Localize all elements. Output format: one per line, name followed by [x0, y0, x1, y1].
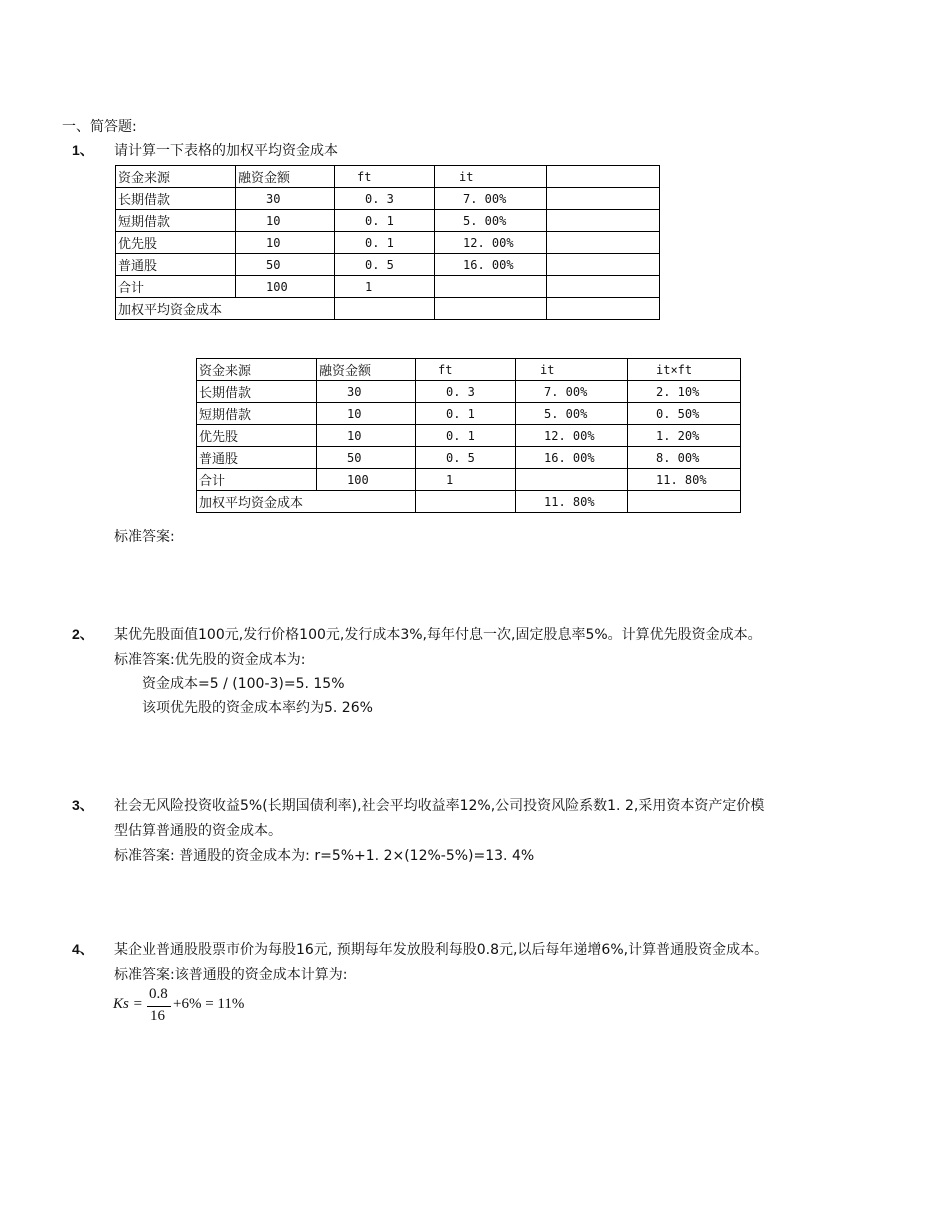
- question-1-answer-label: 标准答案:: [114, 529, 175, 545]
- table-cell: 100: [317, 469, 416, 491]
- table-row: [197, 447, 741, 469]
- fraction-bar: [147, 1006, 171, 1007]
- table-1-header-cell: ft: [335, 166, 435, 188]
- table-cell: 0. 1: [416, 425, 516, 447]
- table-cell: [628, 491, 741, 513]
- table-cell: 10: [317, 425, 416, 447]
- table-cell: [435, 298, 547, 320]
- table-row: [116, 232, 660, 254]
- table-cell: [547, 210, 660, 232]
- section-heading: 一、简答题:: [62, 119, 137, 135]
- table-1-header-row: [116, 166, 660, 188]
- table-footer-label: 加权平均资金成本: [197, 491, 416, 513]
- table-cell: 优先股: [197, 425, 317, 447]
- table-cell: 12. 00%: [516, 425, 628, 447]
- table-cell: [547, 298, 660, 320]
- question-4-text: 某企业普通股股票市价为每股16元, 预期每年发放股利每股0.8元,以后每年递增6%,计算普通股资金成本。: [114, 942, 769, 958]
- table-cell: 合计: [197, 469, 317, 491]
- table-cell: 1: [416, 469, 516, 491]
- table-row: [197, 403, 741, 425]
- table-footer-row: [197, 491, 741, 513]
- table-cell: 0. 3: [335, 188, 435, 210]
- table-cell: 2. 10%: [628, 381, 741, 403]
- table-cell: [416, 491, 516, 513]
- table-cell: 7. 00%: [435, 188, 547, 210]
- table-1: [115, 165, 660, 320]
- table-row: [197, 469, 741, 491]
- question-2-answer: 标准答案:优先股的资金成本为:: [114, 652, 306, 668]
- formula-numerator: 0.8: [149, 986, 168, 1002]
- table-cell: 短期借款: [197, 403, 317, 425]
- question-3-text-line-2: 型估算普通股的资金成本。: [114, 823, 282, 839]
- table-cell: 50: [236, 254, 335, 276]
- table-2-header-cell: 融资金额: [317, 359, 416, 381]
- formula-lhs: Ks =: [113, 996, 143, 1012]
- question-4-answer: 标准答案:该普通股的资金成本计算为:: [114, 967, 348, 983]
- table-row: [116, 188, 660, 210]
- formula-denominator: 16: [150, 1008, 165, 1024]
- table-cell: 10: [317, 403, 416, 425]
- table-cell: 0. 5: [335, 254, 435, 276]
- table-cell: [547, 232, 660, 254]
- table-cell: 8. 00%: [628, 447, 741, 469]
- table-cell: 7. 00%: [516, 381, 628, 403]
- table-cell: 30: [236, 188, 335, 210]
- table-cell: [435, 276, 547, 298]
- table-2-header-cell: it: [516, 359, 628, 381]
- table-2-header-row: [197, 359, 741, 381]
- table-row: [116, 276, 660, 298]
- table-cell: 合计: [116, 276, 236, 298]
- table-1-header-cell: 融资金额: [236, 166, 335, 188]
- table-2-header-cell: ft: [416, 359, 516, 381]
- question-3-number: 3、: [72, 797, 94, 813]
- table-cell: 5. 00%: [435, 210, 547, 232]
- table-cell: 0. 1: [335, 210, 435, 232]
- table-cell: 0. 5: [416, 447, 516, 469]
- table-footer-row: [116, 298, 660, 320]
- cost-formula: [113, 986, 273, 1030]
- table-cell: [547, 254, 660, 276]
- question-3-text-line-1: 社会无风险投资收益5%(长期国债利率),社会平均收益率12%,公司投资风险系数1. 2,采用资本资产定价模: [114, 798, 765, 814]
- question-2-text: 某优先股面值100元,发行价格100元,发行成本3%,每年付息一次,固定股息率5%。计算优先股资金成本。: [114, 627, 762, 643]
- table-cell: 50: [317, 447, 416, 469]
- table-cell: 0. 1: [416, 403, 516, 425]
- table-cell: [547, 188, 660, 210]
- table-cell: 10: [236, 210, 335, 232]
- table-cell: 10: [236, 232, 335, 254]
- formula-rhs: +6% = 11%: [173, 996, 245, 1012]
- table-cell: 100: [236, 276, 335, 298]
- question-1-text: 请计算一下表格的加权平均资金成本: [114, 143, 338, 159]
- table-cell: 0. 3: [416, 381, 516, 403]
- question-1-number: 1、: [72, 142, 94, 158]
- table-cell: 短期借款: [116, 210, 236, 232]
- table-row: [116, 254, 660, 276]
- table-footer-value: 11. 80%: [516, 491, 628, 513]
- table-cell: 优先股: [116, 232, 236, 254]
- table-2-header-cell: it×ft: [628, 359, 741, 381]
- table-2-header-cell: 资金来源: [197, 359, 317, 381]
- question-2-line-2: 该项优先股的资金成本率约为5. 26%: [142, 700, 373, 716]
- table-2: [196, 358, 741, 513]
- table-row: [116, 210, 660, 232]
- table-1-header-cell: it: [435, 166, 547, 188]
- table-footer-label: 加权平均资金成本: [116, 298, 335, 320]
- table-cell: 16. 00%: [435, 254, 547, 276]
- table-cell: 长期借款: [116, 188, 236, 210]
- table-cell: [547, 276, 660, 298]
- table-cell: 0. 50%: [628, 403, 741, 425]
- table-row: [197, 381, 741, 403]
- question-2-number: 2、: [72, 626, 94, 642]
- table-cell: 长期借款: [197, 381, 317, 403]
- table-cell: 30: [317, 381, 416, 403]
- table-cell: 11. 80%: [628, 469, 741, 491]
- question-4-number: 4、: [72, 941, 94, 957]
- table-cell: [335, 298, 435, 320]
- table-cell: 1. 20%: [628, 425, 741, 447]
- table-cell: 12. 00%: [435, 232, 547, 254]
- table-cell: 16. 00%: [516, 447, 628, 469]
- table-cell: 5. 00%: [516, 403, 628, 425]
- table-cell: [516, 469, 628, 491]
- table-cell: 普通股: [197, 447, 317, 469]
- question-3-answer: 标准答案: 普通股的资金成本为: r=5%+1. 2×(12%-5%)=13. 4%: [114, 848, 535, 864]
- table-cell: 普通股: [116, 254, 236, 276]
- table-cell: 0. 1: [335, 232, 435, 254]
- table-row: [197, 425, 741, 447]
- table-1-header-cell: [547, 166, 660, 188]
- question-2-line-1: 资金成本=5 / (100-3)=5. 15%: [142, 676, 345, 692]
- table-cell: 1: [335, 276, 435, 298]
- table-1-header-cell: 资金来源: [116, 166, 236, 188]
